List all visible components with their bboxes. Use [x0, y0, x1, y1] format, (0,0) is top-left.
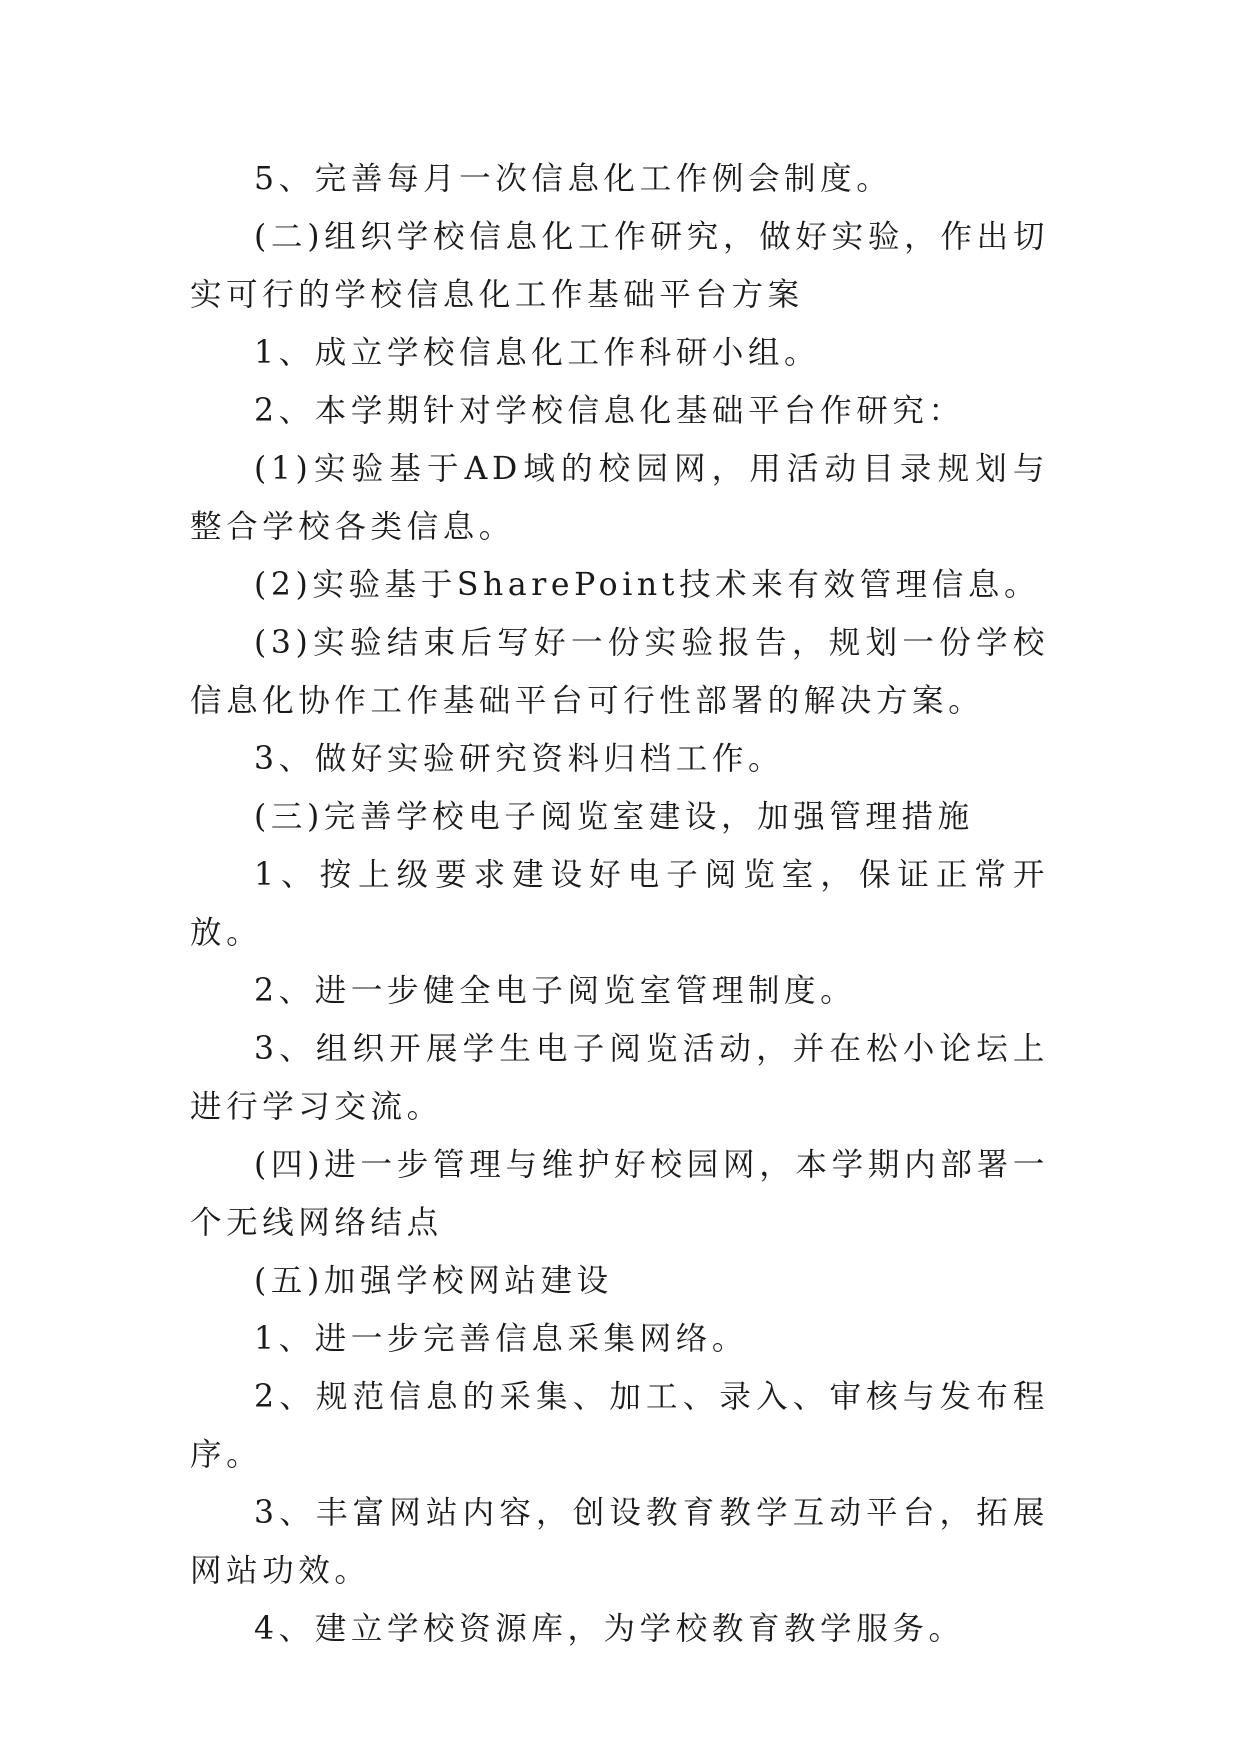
- paragraph-12: 3、组织开展学生电子阅览活动，并在松小论坛上进行学习交流。: [190, 1031, 1049, 1125]
- paragraph-18: 4、建立学校资源库，为学校教育教学服务。: [254, 1611, 965, 1647]
- paragraph-3: 1、成立学校信息化工作科研小组。: [254, 335, 821, 371]
- section-heading-5: (五)加强学校网站建设: [254, 1263, 613, 1299]
- section-heading-2: (二)组织学校信息化工作研究，做好实验，作出切实可行的学校信息化工作基础平台方案: [190, 219, 1049, 313]
- paragraph-16: 2、规范信息的采集、加工、录入、审核与发布程序。: [190, 1379, 1049, 1473]
- paragraph-10: 1、按上级要求建设好电子阅览室，保证正常开放。: [190, 857, 1049, 951]
- paragraph-11: 2、进一步健全电子阅览室管理制度。: [254, 973, 857, 1009]
- paragraph-6: (2)实验基于SharePoint技术来有效管理信息。: [254, 567, 1041, 603]
- paragraph-7: (3)实验结束后写好一份实验报告，规划一份学校信息化协作工作基础平台可行性部署的解决方案。: [190, 625, 1049, 719]
- section-heading-4: (四)进一步管理与维护好校园网，本学期内部署一个无线网络结点: [190, 1147, 1049, 1241]
- paragraph-15: 1、进一步完善信息采集网络。: [254, 1321, 748, 1357]
- section-heading-3: (三)完善学校电子阅览室建设，加强管理措施: [254, 799, 974, 835]
- paragraph-1: 5、完善每月一次信息化工作例会制度。: [254, 161, 893, 197]
- paragraph-4: 2、本学期针对学校信息化基础平台作研究：: [254, 393, 965, 429]
- paragraph-17: 3、丰富网站内容，创设教育教学互动平台，拓展网站功效。: [190, 1495, 1049, 1589]
- paragraph-8: 3、做好实验研究资料归档工作。: [254, 741, 785, 777]
- paragraph-5: (1)实验基于AD域的校园网，用活动目录规划与整合学校各类信息。: [190, 451, 1049, 545]
